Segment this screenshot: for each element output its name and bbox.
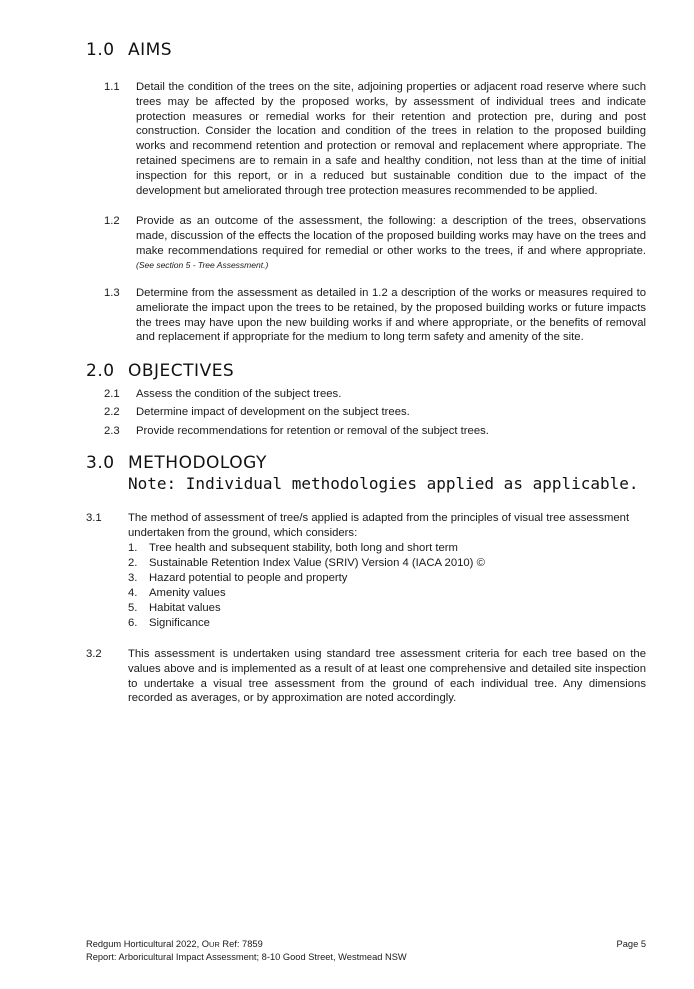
section-number: 3.0	[86, 453, 115, 473]
footer-line-1	[86, 938, 646, 951]
item-text: Assess the condition of the subject trees.	[136, 388, 342, 400]
item-text	[136, 214, 646, 273]
list-item: 2. Sustainable Retention Index Value (SRIV) Version 4 (IACA 2010) ©	[128, 557, 485, 569]
objectives-item-2-2	[104, 405, 646, 420]
section-title: OBJECTIVES	[128, 361, 235, 381]
item-number: 3.2	[86, 648, 102, 660]
item-number: 1.3	[104, 287, 120, 299]
item-text: This assessment is undertaken using standard tree assessment criteria for each tree based on the values above and is implemented as a result of at least one comprehensive and detailed site inspection to undertake a visual tree assessment from the ground of each individual tree. Any dimensions recorded as averages, or by approximation are noted accordingly.	[128, 648, 646, 705]
section-title: METHODOLOGY	[128, 453, 267, 473]
item-text: Determine from the assessment as detailed in 1.2 a description of the works or measures required to ameliorate the impact upon the trees to be retained, by the proposed building works or future impacts the trees may have upon the new building works if and where appropriate, or the benefits of removal and replacement if appropriate for the medium to long term safety and amenity of the site.	[136, 287, 646, 344]
list-item: 4. Amenity values	[128, 587, 226, 599]
item-text: The method of assessment of tree/s applied is adapted from the principles of visual tree assessment undertaken from the ground, which considers:	[128, 512, 630, 539]
assessment-criteria-list	[128, 541, 485, 631]
item-number: 3.1	[86, 512, 102, 524]
section-reference-note: (See section 5 - Tree Assessment.)	[136, 260, 269, 271]
page-number: Page 5	[616, 939, 646, 949]
methodology-item-3-2	[86, 647, 646, 709]
section-number: 2.0	[86, 361, 115, 381]
objectives-item-2-3	[104, 424, 646, 439]
methodology-item-3-1	[86, 511, 646, 543]
list-item: 5. Habitat values	[128, 602, 221, 614]
page-footer	[86, 938, 646, 963]
footer-line-2: Report: Arboricultural Impact Assessment; 8-10 Good Street, Westmead NSW	[86, 951, 407, 962]
item-number: 1.1	[104, 81, 120, 93]
aims-item-1-3	[104, 286, 646, 346]
item-number: 2.3	[104, 425, 120, 437]
section-title: AIMS	[128, 40, 173, 60]
item-number: 2.2	[104, 406, 120, 418]
item-text: Determine impact of development on the subject trees.	[136, 406, 410, 418]
aims-item-1-2	[104, 214, 646, 274]
list-item: 1. Tree health and subsequent stability, both long and short term	[128, 542, 458, 554]
item-text: Detail the condition of the trees on the site, adjoining properties or adjacent road reserve where such trees may be affected by the proposed works, by assessment of individual trees and indicate protection measures or remedial works for their retention and protection pre, during and post construction. Consider the location and condition of the trees in relation to the proposed building works and recommend retention and protection or removal and replacement where appropriate. The retained specimens are to remain in a safe and healthy condition, not less than at the time of initial inspection for this report, or in a reduced but sustainable condition due to the impact of the development but ameliorated through tree protection measures recommended to be applied.	[136, 81, 646, 197]
item-number: 1.2	[104, 215, 120, 227]
item-text-body: Provide as an outcome of the assessment, the following: a description of the trees, observations made, discussion of the effects the location of the proposed building works may have on the trees and make recommendations required for remedial or other works to the trees, if and where appropriate.	[136, 215, 646, 257]
footer-company-ref: Redgum Horticultural 2022, OUR Ref: 7859	[86, 939, 263, 949]
section-number: 1.0	[86, 40, 115, 60]
item-text: Provide recommendations for retention or removal of the subject trees.	[136, 425, 489, 437]
section-heading-objectives	[86, 361, 234, 381]
section-heading-aims	[86, 40, 172, 60]
aims-item-1-1	[104, 80, 646, 200]
section-heading-methodology	[86, 453, 267, 473]
objectives-item-2-1	[104, 387, 646, 402]
list-item: 6. Significance	[128, 617, 210, 629]
list-item: 3. Hazard potential to people and property	[128, 572, 348, 584]
methodology-note: Note: Individual methodologies applied as applicable.	[128, 474, 639, 493]
item-number: 2.1	[104, 388, 120, 400]
